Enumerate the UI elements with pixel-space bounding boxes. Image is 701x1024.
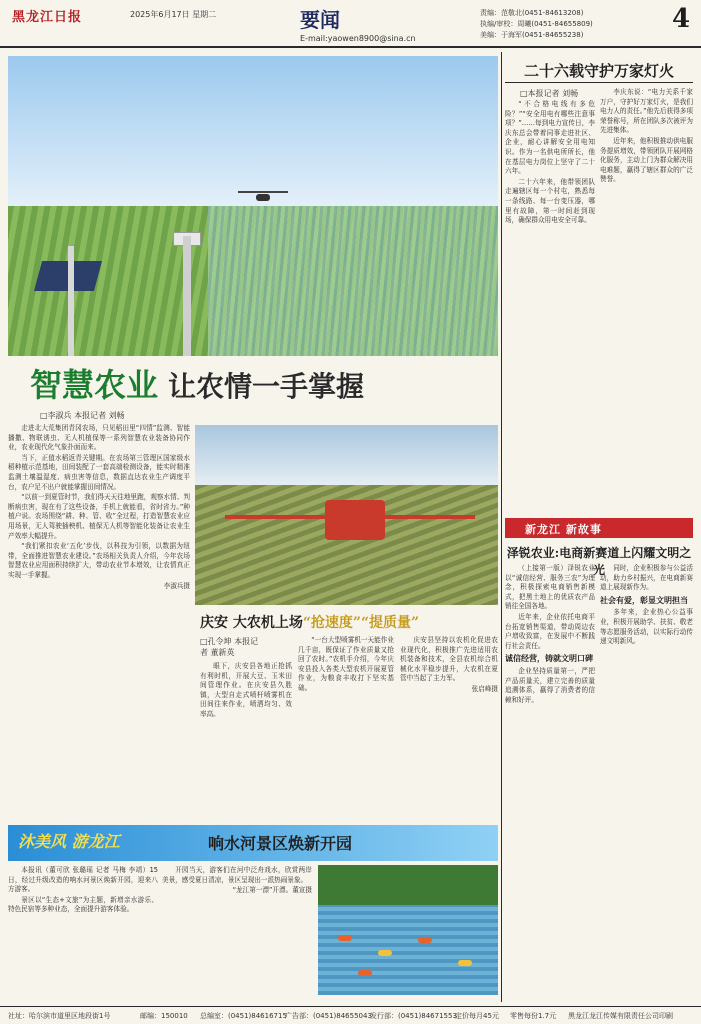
paragraph: 景区以“生态+文旅”为主题，新增亲水游乐、特色民宿等多种业态，全面提升游客体验。 [8, 895, 158, 914]
lead-article-body [8, 424, 190, 816]
paragraph: “我们紧扣农业‘五化’步伐，以科技为引领，以数据为纽带，全面推进智慧农业建设。”农场相关负责人介绍，今年农场智慧农业应用面积持续扩大，带动农业节本增效，让农情真正实现一手掌握。 [8, 542, 190, 579]
photo-credit: 张启峰摄 [471, 684, 498, 693]
right-article-col-2 [600, 88, 693, 510]
travel-logo: 沐美风 游龙江 [18, 832, 120, 851]
lead-headline-black: 让农情一手掌握 [168, 370, 365, 403]
paragraph: “以前一到夏管时节，我们得天天往地里跑，观察水情、判断病虫害，现在有了这些设备，手机上就能看，省时省力。”种植户说。农场围绕“耕、种、管、收”全过程，打造智慧农业应用场景，无人驾驶插秧机、植保无人机等智能化装备让农业生产效率大幅提升。 [8, 493, 190, 540]
footer-retail: 零售每份1.7元 [510, 1012, 557, 1020]
raft-icon [418, 937, 432, 943]
paragraph: “不合格电线有多危险？”“安全用电有哪些注意事项？”……每到电力宣传日，李庆东总会带着同事走进社区、企业，耐心讲解安全用电知识。作为一名供电所所长，他在基层电力岗位上坚守了二十六年。 [505, 100, 595, 176]
subhead: 社会有爱，彰显文明担当 [600, 595, 688, 605]
paragraph: 企业坚持质量第一，严把产品质量关，建立完善的质量追溯体系，赢得了消费者的信赖和好评。 [505, 666, 595, 704]
editor-line: 责编：范敬北(0451-84613208) [480, 9, 584, 17]
new-story-title: 泽锐农业:电商新赛道上闪耀文明之光 [506, 546, 692, 577]
tractor-headline [200, 612, 419, 632]
section-title: 要闻 [300, 8, 340, 32]
tractor-byline: □孔令坤 本报记者 董新英 [200, 637, 259, 657]
travel-banner [8, 825, 498, 861]
drone-icon [238, 191, 288, 203]
paragraph: （上接第一版）泽锐农业以“诚信经营、服务三农”为理念，积极探索电商销售新模式，把黑土地上的优质农产品销往全国各地。 [505, 564, 595, 611]
paragraph: 二十六年来，他带领团队走遍辖区每一个村屯，熟悉每一条线路、每一台变压器，哪里有故障，第一时间赶到现场，确保群众用电安全可靠。 [505, 177, 595, 225]
editor-line: 执编/审校：周曦(0451-84655809) [480, 20, 593, 28]
new-story-col-2 [600, 564, 693, 1002]
travel-article-col-1 [8, 866, 158, 1002]
sensor-tower [183, 236, 191, 356]
editor-credits [480, 8, 670, 41]
footer-office: 总编室：(0451)84616715 [200, 1012, 287, 1020]
footer-price: 定价每月45元 [455, 1012, 499, 1020]
photo-river [318, 905, 498, 995]
tractor-article-col-2 [298, 636, 394, 812]
new-story-col-1 [505, 564, 595, 1002]
page-number: 4 [672, 4, 691, 34]
lead-headline [30, 360, 364, 406]
right-article-title: 二十六载守护万家灯火 [523, 62, 674, 80]
masthead [0, 0, 701, 48]
footer-address: 社址：哈尔滨市道里区地段街1号 [8, 1012, 111, 1020]
section-email: E-mail:yaowen8900@sina.cn [300, 34, 416, 43]
new-story-banner [505, 518, 693, 538]
lead-byline: □李淑兵 本报记者 刘畅 [40, 411, 125, 420]
tractor-article-col-3 [400, 636, 498, 812]
paragraph: 本报讯（董可欣 张璐瑶 记者 马梅 李靖）15日，经过升级改造的响水河景区焕新开园，迎来八方游客。 [8, 866, 158, 894]
right-article-col-1 [505, 100, 595, 510]
title-rule [505, 82, 693, 83]
tractor-headline-quote-1: “抢速度” [302, 615, 361, 631]
photo-credit: “龙江第一漂”开漂。董宣摄 [232, 886, 312, 895]
newspaper-brand: 黑龙江日报 [12, 10, 83, 25]
photo-trees [318, 865, 498, 905]
photo-paddy [208, 206, 498, 356]
paragraph: 庆安县坚持以农机化促进农业现代化，积极推广先进适用农机装备和技术，全县农机综合机械化水平稳步提升，大农机在夏管中当起了主力军。 [400, 636, 498, 683]
travel-title: 响水河景区焕新开园 [208, 834, 353, 853]
monitor-pole [68, 246, 74, 356]
paragraph: 多年来，企业热心公益事业，积极开展助学、扶贫、敬老等志愿服务活动，以实际行动传递文明新风。 [600, 608, 693, 646]
photo-credit: 李淑兵摄 [163, 581, 190, 590]
paragraph: 当下，正值水稻返青关键期。在农场第三管理区国家级水稻种植示范基地，田间装配了一套高端检测设备，能实时精准监测土壤温湿度、病虫害等信息，数据直达农业生产调度平台，农户足不出户就能掌握田间情况。 [8, 453, 190, 491]
paragraph: 近年来，企业依托电商平台拓宽销售渠道，带动周边农户增收致富，在发展中不断践行社会责任。 [505, 612, 595, 650]
paragraph: 近年来，他积极推动供电服务提质增效，带领团队开展网格化服务，主动上门为群众解决用电难题，赢得了辖区群众的广泛赞誉。 [600, 136, 693, 184]
paragraph: 开园当天，游客们在河中泛舟戏水，欣赏两岸美景，感受夏日清凉，景区呈现出一派热闹景象。 [162, 866, 312, 884]
footer-distribution: 发行部：(0451)84671553 [370, 1012, 457, 1020]
travel-article-col-2 [162, 866, 312, 1002]
raft-icon [378, 950, 392, 956]
footer-printer: 黑龙江龙江传媒有限责任公司印刷 [568, 1012, 673, 1020]
tractor-photo [195, 425, 498, 605]
paragraph: “一台大型喷雾机一天能作业几千亩，既保证了作业质量又抢回了农时。”农机手介绍，今年庆安县投入各类大型农机开展夏管作业，为粮食丰收打下坚实基础。 [298, 636, 394, 692]
footer-ads: 广告部：(0451)84655043 [285, 1012, 372, 1020]
smart-farm-photo [8, 56, 498, 356]
right-article-byline: □本报记者 刘畅 [520, 89, 579, 98]
paragraph: 同时，企业积极参与公益活动，助力乡村振兴，在电商新赛道上展现新作为。 [600, 564, 693, 592]
lead-headline-green: 智慧农业 [30, 366, 159, 404]
paragraph: 走进北大荒集团青冈农场，只见稻田里“四情”监测、智能播撒、物联诱虫、无人机植保等一系列智慧农业装备协同作业，农业现代化气象扑面而来。 [8, 424, 190, 452]
paragraph: 李庆东说：“电力关系千家万户，守护好万家灯火，是我们电力人的责任。”他先后获得多项荣誉称号，所在团队多次被评为先进集体。 [600, 88, 693, 135]
editor-line: 美编：于海军(0451-84655238) [480, 31, 584, 39]
page-footer [0, 1006, 701, 1024]
river-rafting-photo [318, 865, 498, 995]
new-story-banner-label: 新龙江 新故事 [525, 523, 602, 536]
footer-postcode: 邮编：150010 [140, 1012, 188, 1020]
tractor-article-col-1 [200, 662, 292, 812]
tractor-icon [325, 500, 385, 540]
tractor-headline-quote-2: “提质量” [360, 615, 420, 631]
photo-sky [8, 56, 498, 206]
photo-sky [195, 425, 498, 485]
subhead: 诚信经营，铸就文明口碑 [505, 654, 593, 664]
column-divider [501, 52, 502, 1002]
raft-icon [338, 935, 352, 941]
raft-icon [458, 960, 472, 966]
paragraph: 眼下，庆安县各地正抢抓有利时机，开展大豆、玉米田间管理作业。在庆安县久胜镇，大型自走式喷杆喷雾机在田间往来作业，喷洒均匀、效率高。 [200, 662, 292, 718]
raft-icon [358, 970, 372, 976]
tractor-headline-prefix: 庆安 大农机上场 [200, 615, 303, 631]
issue-date: 2025年6月17日 星期二 [130, 10, 217, 19]
